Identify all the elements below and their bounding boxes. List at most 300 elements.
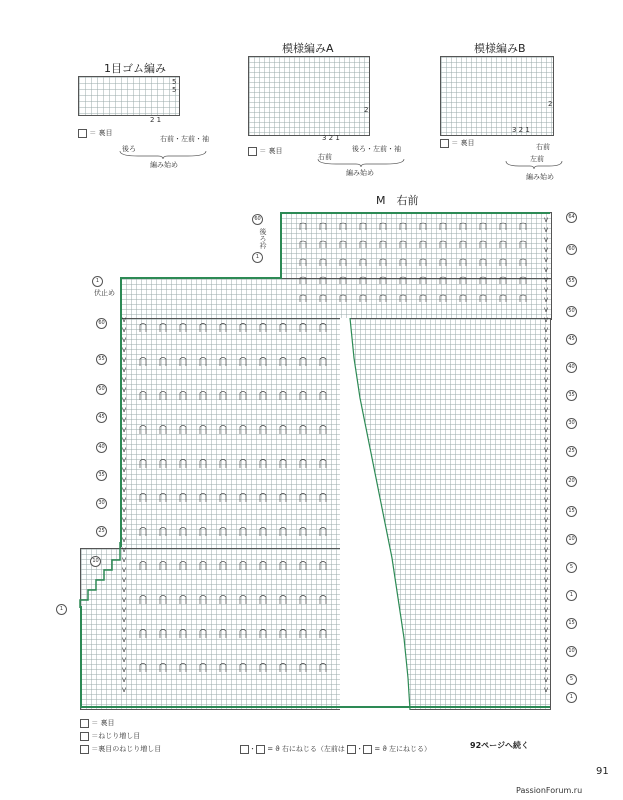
slip-stitch-mark: V	[122, 627, 127, 634]
cable-stitch-mark	[320, 494, 326, 503]
rib-chart-title: 1目ゴム編み	[104, 62, 166, 75]
row-marker-right: 45	[566, 334, 577, 345]
cable-stitch-mark	[240, 562, 246, 571]
stitch-square-icon	[363, 745, 372, 754]
row-marker-right: 1	[566, 590, 577, 601]
slip-stitch-mark: V	[544, 597, 549, 604]
cable-stitch-mark	[300, 562, 306, 571]
slip-stitch-mark: V	[544, 417, 549, 424]
cable-stitch-mark	[140, 528, 146, 537]
slip-stitch-mark: V	[122, 647, 127, 654]
cable-stitch-mark	[240, 358, 246, 367]
slip-stitch-mark: V	[122, 427, 127, 434]
cable-stitch-mark	[280, 392, 286, 401]
slip-stitch-mark: V	[122, 667, 127, 674]
cable-stitch-mark	[480, 277, 486, 284]
cable-stitch-mark	[280, 528, 286, 537]
cable-stitch-mark	[200, 596, 206, 605]
blank-square-icon	[78, 129, 87, 138]
cable-stitch-mark	[320, 259, 326, 266]
slip-stitch-mark: V	[544, 287, 549, 294]
cable-stitch-mark	[320, 460, 326, 469]
blank-square-icon	[440, 139, 449, 148]
slip-stitch-mark: V	[122, 527, 127, 534]
slip-stitch-mark: V	[122, 507, 127, 514]
cable-stitch-mark	[260, 596, 266, 605]
cable-stitch-mark	[260, 426, 266, 435]
cable-stitch-mark	[280, 596, 286, 605]
pattern-a-label-mid: 後ろ・左前・袖	[352, 145, 401, 153]
cable-stitch-mark	[320, 295, 326, 302]
pattern-b-base-numbers: 3 2 1	[512, 126, 530, 134]
slip-stitch-mark: V	[544, 647, 549, 654]
cable-stitch-mark	[260, 392, 266, 401]
legend-decrease2-text: 左にねじる）	[389, 745, 432, 753]
slip-stitch-mark: V	[122, 567, 127, 574]
cable-stitch-mark	[460, 259, 466, 266]
cable-stitch-mark	[160, 596, 166, 605]
cable-stitch-mark	[260, 494, 266, 503]
slip-stitch-mark: V	[544, 607, 549, 614]
cable-stitch-mark	[340, 241, 346, 248]
cable-stitch-mark	[180, 426, 186, 435]
stitch-square-icon	[256, 745, 265, 754]
cable-stitch-mark	[300, 277, 306, 284]
cable-stitch-mark	[300, 223, 306, 230]
cable-stitch-mark	[460, 223, 466, 230]
slip-stitch-mark: V	[544, 457, 549, 464]
cable-stitch-mark	[400, 277, 406, 284]
slip-stitch-mark: V	[122, 497, 127, 504]
cable-stitch-mark	[360, 295, 366, 302]
cable-stitch-mark	[180, 664, 186, 673]
row-marker-left: 45	[96, 412, 107, 423]
watermark: PassionForum.ru	[516, 786, 583, 795]
row-marker-left: 40	[96, 442, 107, 453]
slip-stitch-mark: V	[122, 477, 127, 484]
cable-stitch-mark	[180, 392, 186, 401]
cable-symbol-icon: ϑ	[382, 745, 387, 753]
pattern-a-legend-text: ＝ 裏目	[259, 147, 283, 155]
slip-stitch-mark: V	[122, 407, 127, 414]
pattern-b-title: 模様編みB	[474, 42, 526, 55]
slip-stitch-mark: V	[544, 507, 549, 514]
slip-stitch-mark: V	[122, 417, 127, 424]
row-marker-left: 60	[252, 214, 263, 225]
slip-stitch-mark: V	[544, 477, 549, 484]
cable-stitch-mark	[440, 259, 446, 266]
cable-stitch-mark	[140, 426, 146, 435]
cable-stitch-mark	[260, 324, 266, 333]
cable-stitch-mark	[300, 358, 306, 367]
cable-stitch-mark	[180, 494, 186, 503]
cable-stitch-mark	[160, 460, 166, 469]
slip-stitch-mark: V	[122, 487, 127, 494]
cable-stitch-mark	[340, 223, 346, 230]
slip-stitch-mark: V	[544, 687, 549, 694]
slip-stitch-mark: V	[544, 307, 549, 314]
cable-stitch-mark	[220, 562, 226, 571]
cable-stitch-mark	[180, 596, 186, 605]
cable-stitch-mark	[460, 277, 466, 284]
cable-stitch-mark	[160, 562, 166, 571]
cable-stitch-mark	[300, 392, 306, 401]
cable-stitch-mark	[220, 528, 226, 537]
legend-purl-text: ＝ 裏目	[91, 719, 115, 727]
pattern-b-start-label: 編み始め	[526, 173, 554, 181]
row-marker-right: 15	[566, 618, 577, 629]
cable-stitch-mark	[300, 528, 306, 537]
slip-stitch-mark: V	[544, 227, 549, 234]
cable-stitch-mark	[260, 528, 266, 537]
cable-symbol-icon: ϑ	[275, 745, 280, 753]
slip-stitch-mark: V	[544, 577, 549, 584]
cable-stitch-mark	[200, 528, 206, 537]
slip-stitch-mark: V	[544, 677, 549, 684]
page-number: 91	[596, 766, 609, 777]
row-marker-right: 60	[566, 244, 577, 255]
slip-stitch-mark: V	[122, 357, 127, 364]
slip-stitch-mark: V	[122, 597, 127, 604]
cable-stitch-mark	[180, 562, 186, 571]
cable-stitch-mark	[340, 295, 346, 302]
pattern-b-label-2: 左前	[530, 155, 544, 163]
cable-stitch-mark	[280, 630, 286, 639]
cable-stitch-mark	[380, 241, 386, 248]
cable-stitch-mark	[360, 259, 366, 266]
slip-stitch-mark: V	[122, 657, 127, 664]
cable-stitch-mark	[320, 223, 326, 230]
slip-stitch-mark: V	[544, 547, 549, 554]
cable-stitch-mark	[160, 494, 166, 503]
cable-stitch-mark	[140, 630, 146, 639]
cable-stitch-mark	[220, 596, 226, 605]
cable-stitch-mark	[520, 295, 526, 302]
cable-stitch-mark	[220, 426, 226, 435]
stepped-edge	[78, 540, 126, 610]
cable-stitch-mark	[280, 460, 286, 469]
legend-purl-twist-inc-text: ＝裏目のねじり増し目	[91, 745, 162, 753]
slip-stitch-mark: V	[544, 297, 549, 304]
cable-stitch-mark	[460, 241, 466, 248]
cable-stitch-mark	[460, 295, 466, 302]
cable-stitch-mark	[400, 241, 406, 248]
row-marker-right: 10	[566, 534, 577, 545]
cable-stitch-mark	[140, 392, 146, 401]
slip-stitch-mark: V	[544, 247, 549, 254]
slip-stitch-mark: V	[122, 447, 127, 454]
cable-stitch-mark	[300, 241, 306, 248]
back-collar-label: 後ろ衿	[259, 228, 267, 249]
cable-stitch-mark	[140, 324, 146, 333]
bind-off-label: 伏止め	[94, 289, 115, 297]
cable-stitch-mark	[500, 277, 506, 284]
cable-stitch-mark	[320, 630, 326, 639]
legend-purl-twist-inc	[80, 744, 161, 754]
cable-stitch-mark	[300, 630, 306, 639]
row-marker-left: 30	[96, 498, 107, 509]
slip-stitch-mark: V	[122, 337, 127, 344]
cable-stitch-mark	[280, 358, 286, 367]
cable-stitch-mark	[400, 223, 406, 230]
slip-stitch-mark: V	[544, 657, 549, 664]
slip-stitch-mark: V	[544, 627, 549, 634]
slip-stitch-mark: V	[122, 347, 127, 354]
rib-count-top: 5	[172, 78, 177, 86]
cable-stitch-mark	[240, 596, 246, 605]
cable-stitch-mark	[440, 241, 446, 248]
row-marker-right: 1	[566, 692, 577, 703]
slip-stitch-mark: V	[122, 467, 127, 474]
slip-stitch-mark: V	[122, 397, 127, 404]
rib-chart-grid	[78, 76, 180, 116]
rib-label: 右前・左前・袖	[160, 135, 209, 143]
cable-stitch-mark	[260, 358, 266, 367]
slip-stitch-mark: V	[544, 367, 549, 374]
cable-stitch-mark	[220, 460, 226, 469]
cable-stitch-mark	[500, 223, 506, 230]
row-marker-right: 30	[566, 418, 577, 429]
row-marker-left: 1	[92, 276, 103, 287]
cable-stitch-mark	[280, 324, 286, 333]
cable-stitch-mark	[280, 426, 286, 435]
slip-stitch-mark: V	[122, 547, 127, 554]
row-marker-left: 50	[96, 384, 107, 395]
cable-stitch-mark	[340, 277, 346, 284]
stitch-square-icon	[347, 745, 356, 754]
blank-square-icon	[248, 147, 257, 156]
row-marker-right: 50	[566, 306, 577, 317]
cable-stitch-mark	[320, 562, 326, 571]
cable-stitch-mark	[440, 277, 446, 284]
slip-stitch-mark: V	[544, 667, 549, 674]
pattern-a-grid	[248, 56, 370, 136]
pattern-b-label-1: 右前	[536, 143, 550, 151]
row-marker-left: 1	[252, 252, 263, 263]
cable-stitch-mark	[180, 630, 186, 639]
row-marker-left: 25	[96, 526, 107, 537]
cable-stitch-mark	[480, 295, 486, 302]
row-marker-left: 60	[96, 318, 107, 329]
cable-stitch-mark	[380, 223, 386, 230]
slip-stitch-mark: V	[544, 637, 549, 644]
purl-twist-inc-square-icon	[80, 745, 89, 754]
cable-stitch-mark	[520, 223, 526, 230]
slip-stitch-mark: V	[122, 557, 127, 564]
cable-stitch-mark	[240, 324, 246, 333]
slip-stitch-mark: V	[544, 257, 549, 264]
row-marker-right: 20	[566, 476, 577, 487]
cable-stitch-mark	[300, 460, 306, 469]
cable-stitch-mark	[440, 223, 446, 230]
cable-stitch-mark	[200, 392, 206, 401]
slip-stitch-mark: V	[544, 587, 549, 594]
row-marker-right: 64	[566, 212, 577, 223]
cable-stitch-mark	[420, 259, 426, 266]
slip-stitch-mark: V	[544, 617, 549, 624]
slip-stitch-mark: V	[122, 367, 127, 374]
cable-stitch-mark	[500, 295, 506, 302]
cable-stitch-mark	[480, 241, 486, 248]
cable-stitch-mark	[260, 664, 266, 673]
slip-stitch-mark: V	[122, 387, 127, 394]
rib-legend-text: ＝ 裏目	[89, 129, 113, 137]
cable-stitch-mark	[200, 494, 206, 503]
legend-twist-inc-text: ＝ねじり増し目	[91, 732, 141, 740]
pattern-b-legend	[440, 138, 474, 148]
slip-stitch-mark: V	[544, 407, 549, 414]
cable-stitch-mark	[160, 426, 166, 435]
cable-stitch-mark	[200, 358, 206, 367]
slip-stitch-mark: V	[122, 537, 127, 544]
pattern-a-base-numbers: 3 2 1	[322, 134, 340, 142]
cable-stitch-mark	[300, 295, 306, 302]
slip-stitch-mark: V	[544, 357, 549, 364]
slip-stitch-mark: V	[122, 687, 127, 694]
slip-stitch-mark: V	[544, 527, 549, 534]
cable-stitch-mark	[360, 241, 366, 248]
slip-stitch-mark: V	[122, 317, 127, 324]
rib-back-label: 後ろ	[122, 145, 136, 153]
pattern-a-title: 模様編みA	[282, 42, 334, 55]
pattern-a-start-label: 編み始め	[346, 169, 374, 177]
slip-stitch-mark: V	[544, 557, 549, 564]
cable-stitch-mark	[160, 358, 166, 367]
slip-stitch-mark: V	[544, 447, 549, 454]
slip-stitch-mark: V	[544, 237, 549, 244]
cable-stitch-mark	[300, 664, 306, 673]
cable-stitch-mark	[320, 528, 326, 537]
slip-stitch-mark: V	[122, 517, 127, 524]
cable-stitch-mark	[220, 392, 226, 401]
row-marker-right: 15	[566, 506, 577, 517]
cable-stitch-mark	[380, 259, 386, 266]
cable-stitch-mark	[260, 562, 266, 571]
cable-stitch-mark	[420, 295, 426, 302]
pattern-a-label-right: 右前	[318, 153, 332, 161]
row-marker-left: 55	[96, 354, 107, 365]
stitch-symbols	[120, 212, 552, 708]
legend-decrease: ・ = ϑ 右にねじる（左前は ・ = ϑ 左にねじる）	[240, 744, 431, 754]
cable-stitch-mark	[180, 324, 186, 333]
cable-stitch-mark	[140, 562, 146, 571]
cable-stitch-mark	[520, 277, 526, 284]
cable-stitch-mark	[240, 528, 246, 537]
slip-stitch-mark: V	[544, 267, 549, 274]
slip-stitch-mark: V	[122, 587, 127, 594]
cable-stitch-mark	[140, 494, 146, 503]
cable-stitch-mark	[160, 664, 166, 673]
cable-stitch-mark	[360, 277, 366, 284]
cable-stitch-mark	[300, 324, 306, 333]
cable-stitch-mark	[220, 630, 226, 639]
pattern-b-grid	[440, 56, 554, 136]
cable-stitch-mark	[220, 664, 226, 673]
cable-stitch-mark	[280, 664, 286, 673]
cable-stitch-mark	[400, 259, 406, 266]
cable-stitch-mark	[260, 460, 266, 469]
cable-stitch-mark	[320, 392, 326, 401]
row-marker-right: 40	[566, 362, 577, 373]
cable-stitch-mark	[320, 664, 326, 673]
cable-stitch-mark	[220, 324, 226, 333]
cable-stitch-mark	[200, 664, 206, 673]
legend-twist-inc	[80, 731, 140, 741]
cable-stitch-mark	[160, 528, 166, 537]
slip-stitch-mark: V	[544, 487, 549, 494]
slip-stitch-mark: V	[544, 387, 549, 394]
row-marker-right: 25	[566, 446, 577, 457]
legend-purl	[80, 718, 114, 728]
pattern-a-count: 2	[364, 106, 369, 114]
cable-stitch-mark	[300, 596, 306, 605]
cable-stitch-mark	[180, 528, 186, 537]
cable-stitch-mark	[140, 358, 146, 367]
slip-stitch-mark: V	[122, 327, 127, 334]
cable-stitch-mark	[300, 426, 306, 435]
cable-stitch-mark	[520, 241, 526, 248]
pattern-a-brace	[316, 158, 406, 168]
cable-stitch-mark	[180, 460, 186, 469]
slip-stitch-mark: V	[122, 637, 127, 644]
rib-base-numbers: 2 1	[150, 116, 162, 124]
row-marker-left: 35	[96, 470, 107, 481]
slip-stitch-mark: V	[544, 537, 549, 544]
slip-stitch-mark: V	[544, 467, 549, 474]
pattern-b-brace	[504, 160, 564, 170]
slip-stitch-mark: V	[122, 607, 127, 614]
cable-stitch-mark	[240, 460, 246, 469]
cable-stitch-mark	[220, 358, 226, 367]
row-marker-right: 5	[566, 674, 577, 685]
cable-stitch-mark	[140, 460, 146, 469]
slip-stitch-mark: V	[544, 517, 549, 524]
pattern-b-count: 2	[548, 100, 553, 108]
cable-stitch-mark	[200, 426, 206, 435]
cable-stitch-mark	[320, 426, 326, 435]
rib-brace	[118, 150, 208, 160]
rib-legend	[78, 128, 112, 138]
cable-stitch-mark	[220, 494, 226, 503]
cable-stitch-mark	[400, 295, 406, 302]
cable-stitch-mark	[280, 562, 286, 571]
slip-stitch-mark: V	[122, 677, 127, 684]
cable-stitch-mark	[320, 241, 326, 248]
cable-stitch-mark	[200, 630, 206, 639]
cable-stitch-mark	[140, 596, 146, 605]
slip-stitch-mark: V	[544, 397, 549, 404]
slip-stitch-mark: V	[122, 577, 127, 584]
cable-stitch-mark	[240, 426, 246, 435]
rib-start-label: 編み始め	[150, 161, 178, 169]
lower-edge-line	[80, 606, 82, 708]
cable-stitch-mark	[260, 630, 266, 639]
cable-stitch-mark	[440, 295, 446, 302]
slip-stitch-mark: V	[544, 497, 549, 504]
slip-stitch-mark: V	[122, 437, 127, 444]
cable-stitch-mark	[420, 277, 426, 284]
slip-stitch-mark: V	[544, 217, 549, 224]
slip-stitch-mark: V	[544, 427, 549, 434]
slip-stitch-mark: V	[544, 347, 549, 354]
slip-stitch-mark: V	[544, 317, 549, 324]
cable-stitch-mark	[160, 630, 166, 639]
cable-stitch-mark	[200, 562, 206, 571]
cable-stitch-mark	[240, 392, 246, 401]
slip-stitch-mark: V	[122, 617, 127, 624]
slip-stitch-mark: V	[544, 437, 549, 444]
cable-stitch-mark	[180, 358, 186, 367]
